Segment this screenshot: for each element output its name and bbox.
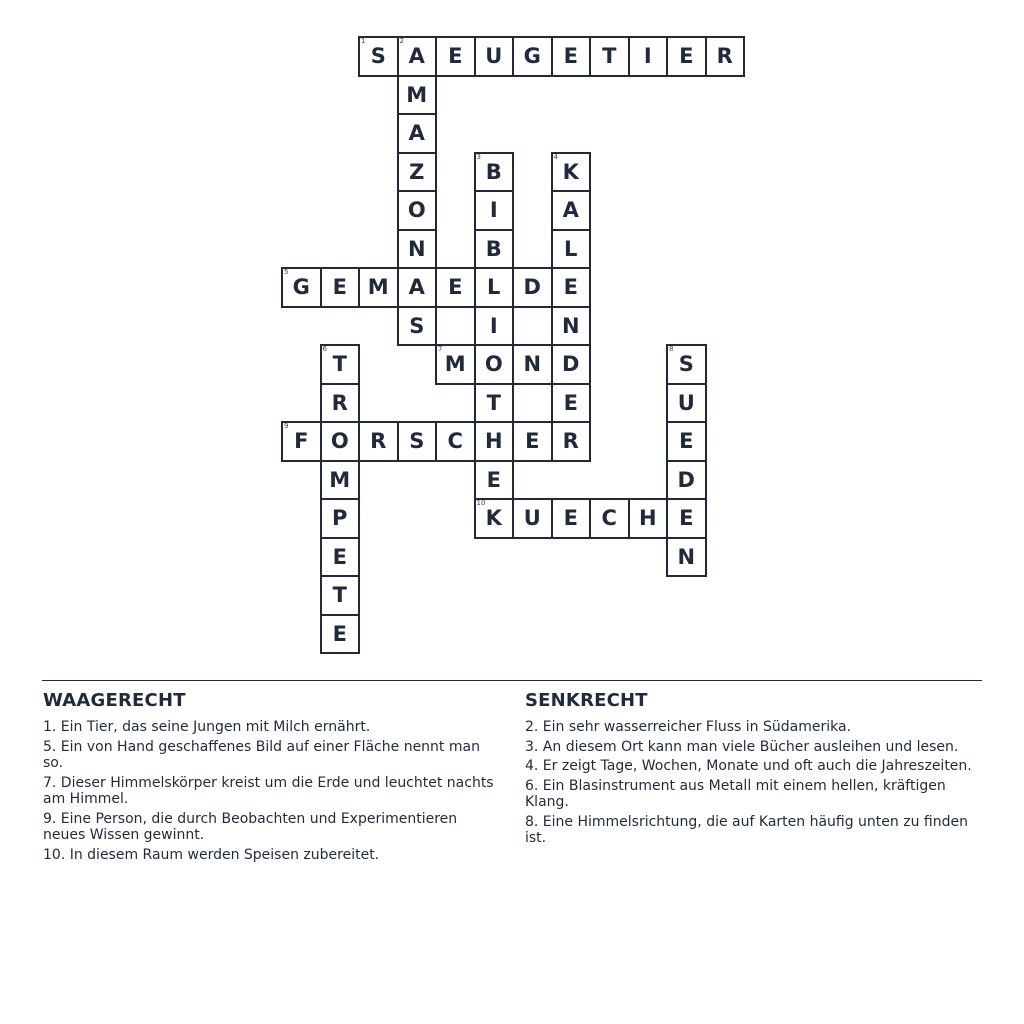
- cell-letter: E: [448, 275, 463, 300]
- grid-cell[interactable]: [589, 498, 630, 539]
- clue-number: 1: [361, 37, 366, 45]
- cell-letter: A: [408, 275, 425, 300]
- grid-cell[interactable]: [474, 190, 515, 231]
- cell-letter: M: [406, 82, 428, 107]
- cell-letter: I: [643, 44, 652, 69]
- grid-cell[interactable]: [320, 267, 361, 308]
- clue-down-4: 4. Er zeigt Tage, Wochen, Monate und oft auch die Jahreszeiten.: [525, 758, 972, 774]
- cell-letter: I: [489, 198, 498, 223]
- grid-cell[interactable]: [320, 460, 361, 501]
- cell-letter: D: [562, 352, 580, 377]
- grid-cell[interactable]: [474, 36, 515, 77]
- grid-cell[interactable]: [435, 344, 476, 385]
- grid-cell[interactable]: [666, 36, 707, 77]
- clues-down: [525, 690, 980, 850]
- grid-cell[interactable]: [474, 306, 515, 347]
- cell-letter: E: [679, 44, 694, 69]
- grid-cell[interactable]: [320, 344, 361, 385]
- cell-letter: C: [447, 429, 463, 454]
- cell-letter: U: [485, 44, 503, 69]
- cell-letter: N: [407, 236, 426, 261]
- clue-across-7: 7. Dieser Himmelskörper kreist um die Erde und leuchtet nachts am Himmel.: [43, 774, 494, 807]
- grid-cell[interactable]: [512, 421, 553, 462]
- cell-letter: E: [563, 506, 578, 531]
- cell-letter: T: [332, 583, 347, 608]
- cell-letter: S: [409, 313, 425, 338]
- cell-letter: E: [448, 44, 463, 69]
- clue-across-10: 10. In diesem Raum werden Speisen zubereitet.: [43, 846, 380, 863]
- grid-cell[interactable]: [397, 190, 438, 231]
- clue-down-2: 2. Ein sehr wasserreicher Fluss in Südamerika.: [525, 719, 852, 735]
- grid-cell[interactable]: [397, 229, 438, 270]
- cell-letter: O: [407, 198, 426, 223]
- cell-letter: D: [677, 467, 695, 492]
- grid-cell[interactable]: [551, 267, 592, 308]
- cell-letter: A: [408, 44, 425, 69]
- grid-cell[interactable]: [512, 498, 553, 539]
- cell-letter: E: [332, 275, 347, 300]
- grid-cell[interactable]: [320, 614, 361, 655]
- cell-letter: A: [408, 121, 425, 146]
- grid-cell[interactable]: [320, 537, 361, 578]
- grid-cell[interactable]: [474, 421, 515, 462]
- grid-cell[interactable]: [474, 383, 515, 424]
- clue-number: 3: [476, 152, 481, 161]
- down-heading: SENKRECHT: [525, 690, 648, 711]
- cell-letter: M: [444, 352, 466, 377]
- clue-across-5: 5. Ein von Hand geschaffenes Bild auf einer Fläche nennt man so.: [43, 738, 480, 771]
- grid-cell[interactable]: [320, 498, 361, 539]
- cell-letter: F: [294, 429, 309, 454]
- clue-number: 2: [399, 37, 404, 45]
- grid-cell[interactable]: [512, 36, 553, 77]
- grid-cell[interactable]: [320, 383, 361, 424]
- grid-cell[interactable]: [666, 344, 707, 385]
- clue-number: 6: [322, 345, 327, 353]
- grid-cell[interactable]: [397, 152, 438, 193]
- grid-cell[interactable]: [281, 267, 322, 308]
- grid-cell[interactable]: [474, 460, 515, 501]
- grid-cell[interactable]: [474, 229, 515, 270]
- cell-letter: E: [563, 390, 578, 415]
- cell-letter: G: [292, 275, 310, 300]
- cell-letter: U: [677, 390, 695, 415]
- clue-down-3: 3. An diesem Ort kann man viele Bücher ausleihen und lesen.: [525, 738, 959, 755]
- cell-letter: R: [716, 44, 733, 69]
- cell-letter: E: [332, 544, 347, 569]
- grid-cell[interactable]: [474, 498, 515, 539]
- grid-cell[interactable]: [589, 36, 630, 77]
- clue-across-9: 9. Eine Person, die durch Beobachten und Experimentieren neues Wissen gewinnt.: [43, 810, 458, 843]
- grid-cell[interactable]: [358, 36, 399, 77]
- grid-cell[interactable]: [551, 421, 592, 462]
- cell-letter: S: [678, 352, 694, 377]
- cell-letter: S: [370, 44, 386, 69]
- grid-cell[interactable]: [435, 36, 476, 77]
- cell-letter: K: [562, 159, 579, 184]
- cell-letter: U: [523, 506, 541, 531]
- divider: [42, 680, 982, 681]
- cell-letter: D: [523, 275, 541, 300]
- grid-cell[interactable]: [320, 421, 361, 462]
- grid-cell[interactable]: [666, 498, 707, 539]
- grid-cell[interactable]: [551, 229, 592, 270]
- grid-cell[interactable]: [551, 152, 592, 193]
- grid-cell[interactable]: [666, 460, 707, 501]
- clue-across-1: 1. Ein Tier, das seine Jungen mit Milch ernährt.: [43, 719, 371, 735]
- cell-letter: H: [638, 506, 657, 531]
- cell-letter: E: [332, 621, 347, 646]
- grid-cell[interactable]: [551, 498, 592, 539]
- grid-cell[interactable]: [397, 306, 438, 347]
- grid-cell[interactable]: [705, 36, 746, 77]
- clue-number: 7: [438, 345, 443, 353]
- grid-cell[interactable]: [551, 36, 592, 77]
- cell-letter: N: [677, 544, 696, 569]
- cell-letter: E: [525, 429, 540, 454]
- across-heading: WAAGERECHT: [43, 690, 186, 711]
- cell-letter: T: [332, 352, 347, 377]
- cell-letter: Z: [409, 159, 425, 184]
- cell-letter: P: [332, 506, 348, 531]
- grid-cell[interactable]: [397, 421, 438, 462]
- clue-number: 8: [669, 345, 674, 353]
- grid-cell[interactable]: [397, 267, 438, 308]
- cell-letter: B: [485, 159, 502, 184]
- cell-letter: O: [484, 352, 503, 377]
- cell-letter: E: [679, 429, 694, 454]
- grid-cell[interactable]: [474, 267, 515, 308]
- grid-cell[interactable]: [358, 267, 399, 308]
- grid-cell[interactable]: [397, 113, 438, 154]
- cell-letter: R: [370, 429, 387, 454]
- grid-cell[interactable]: [666, 383, 707, 424]
- cell-letter: A: [562, 198, 579, 223]
- cell-letter: L: [487, 275, 501, 300]
- grid-cell[interactable]: [435, 421, 476, 462]
- clue-down-6: 6. Ein Blasinstrument aus Metall mit einem hellen, kräftigen Klang.: [525, 777, 946, 810]
- clues-across: [43, 690, 498, 866]
- cell-letter: N: [561, 313, 580, 338]
- grid-cell[interactable]: [512, 344, 553, 385]
- grid-cell[interactable]: [435, 267, 476, 308]
- grid-cell[interactable]: [551, 190, 592, 231]
- clue-number: 10: [476, 499, 486, 507]
- clue-number: 5: [284, 268, 289, 276]
- cell-letter: M: [367, 275, 389, 300]
- cell-letter: K: [485, 506, 502, 531]
- grid-cell[interactable]: [551, 383, 592, 424]
- cell-letter: C: [601, 506, 617, 531]
- grid-cell[interactable]: [551, 344, 592, 385]
- grid-cell[interactable]: [628, 36, 669, 77]
- grid-cell[interactable]: [397, 36, 438, 77]
- grid-cell[interactable]: [474, 152, 515, 193]
- cell-letter: B: [485, 236, 502, 261]
- cell-letter: R: [331, 390, 348, 415]
- clue-down-8: 8. Eine Himmelsrichtung, die auf Karten häufig unten zu finden ist.: [525, 813, 968, 846]
- grid-cell[interactable]: [358, 421, 399, 462]
- cell-letter: H: [484, 429, 503, 454]
- cell-letter: S: [409, 429, 425, 454]
- cell-letter: E: [563, 275, 578, 300]
- cell-letter: E: [679, 506, 694, 531]
- cell-letter: N: [523, 352, 542, 377]
- cell-letter: I: [489, 313, 498, 338]
- cell-letter: G: [523, 44, 541, 69]
- grid-cell[interactable]: [628, 498, 669, 539]
- cell-letter: T: [486, 390, 501, 415]
- clue-number: 9: [284, 422, 289, 430]
- grid-cell[interactable]: [474, 344, 515, 385]
- grid-cell[interactable]: [320, 575, 361, 616]
- grid-cell[interactable]: [281, 421, 322, 462]
- cell-letter: M: [329, 467, 351, 492]
- cell-letter: R: [562, 429, 579, 454]
- clue-number: 4: [553, 152, 558, 161]
- grid-cell[interactable]: [666, 537, 707, 578]
- grid-cell[interactable]: [397, 75, 438, 116]
- cell-letter: E: [563, 44, 578, 69]
- cell-letter: L: [564, 236, 578, 261]
- cell-letter: T: [602, 44, 617, 69]
- grid-cell[interactable]: [512, 267, 553, 308]
- cell-letter: E: [486, 467, 501, 492]
- grid-cell[interactable]: [551, 306, 592, 347]
- grid-cell[interactable]: [666, 421, 707, 462]
- cell-letter: O: [330, 429, 349, 454]
